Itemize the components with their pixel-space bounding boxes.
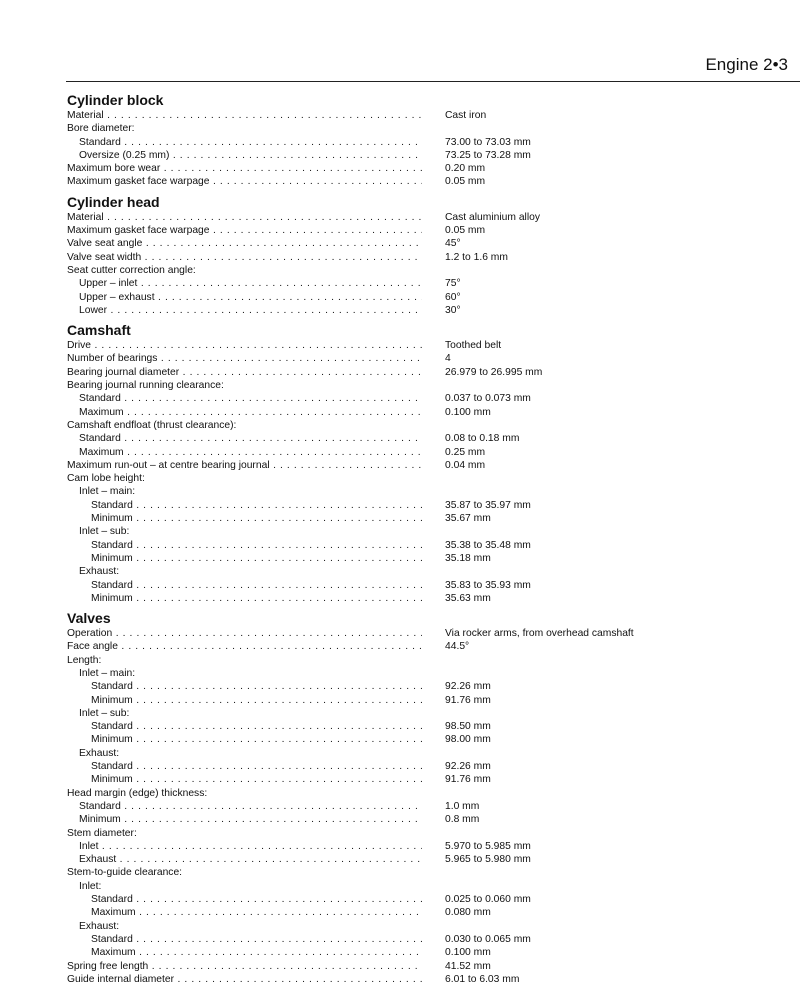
spec-value: 35.87 to 35.97 mm: [445, 499, 531, 511]
spec-label: Seat cutter correction angle:: [67, 264, 196, 276]
spec-row: [67, 291, 767, 304]
spec-label: Length:: [67, 654, 102, 666]
spec-value: 30°: [445, 304, 461, 316]
spec-value: 5.965 to 5.980 mm: [445, 854, 531, 866]
spec-row: [67, 162, 767, 175]
spec-value: 44.5°: [445, 641, 470, 653]
spec-label: Standard . . .: [67, 432, 422, 445]
spec-value: 98.50 mm: [445, 721, 491, 733]
spec-value: 0.8 mm: [445, 814, 480, 826]
spec-row: [67, 960, 767, 973]
spec-row: [67, 472, 767, 485]
spec-row: [67, 840, 767, 853]
section-title: Cylinder head: [67, 193, 160, 210]
spec-row: [67, 946, 767, 959]
spec-value: 73.00 to 73.03 mm: [445, 136, 531, 148]
spec-label: Minimum . . .: [67, 813, 422, 826]
spec-label: Spring free length . . .: [67, 960, 422, 973]
spec-row: [67, 933, 767, 946]
spec-value: 6.01 to 6.03 mm: [445, 973, 520, 985]
header-rule: [66, 81, 800, 82]
spec-label: Standard . . .: [67, 499, 422, 512]
spec-label: Maximum gasket face warpage . . .: [67, 224, 422, 237]
spec-row: [67, 920, 767, 933]
spec-row: [67, 392, 767, 405]
spec-row: [67, 304, 767, 317]
spec-label: Standard . . .: [67, 800, 422, 813]
spec-value: 0.100 mm: [445, 947, 491, 959]
spec-label: Drive . . .: [67, 339, 422, 352]
page-header-title: Engine 2•3: [705, 55, 788, 74]
spec-label: Material . . .: [67, 211, 422, 224]
spec-value: 0.05 mm: [445, 176, 486, 188]
spec-value: 0.080 mm: [445, 907, 491, 919]
spec-label: Operation . . .: [67, 627, 422, 640]
spec-row: [67, 149, 767, 162]
spec-row: [67, 264, 767, 277]
spec-row: [67, 122, 767, 135]
spec-label: Minimum . . .: [67, 694, 422, 707]
spec-value: 41.52 mm: [445, 960, 491, 972]
spec-value: Cast aluminium alloy: [445, 211, 540, 223]
spec-row: [67, 866, 767, 879]
spec-label: Lower . . .: [67, 304, 422, 317]
spec-row: [67, 733, 767, 746]
spec-row: [67, 525, 767, 538]
spec-label: Bore diameter:: [67, 123, 135, 135]
spec-label: Exhaust:: [79, 566, 120, 578]
spec-label: Head margin (edge) thickness:: [67, 787, 208, 799]
spec-row: [67, 592, 767, 605]
spec-value: 1.0 mm: [445, 800, 480, 812]
spec-value: 0.025 to 0.060 mm: [445, 894, 531, 906]
spec-label: Standard . . .: [67, 579, 422, 592]
spec-row: [67, 707, 767, 720]
spec-label: Standard . . .: [67, 720, 422, 733]
spec-value: 0.05 mm: [445, 225, 486, 237]
spec-value: 73.25 to 73.28 mm: [445, 149, 531, 161]
spec-row: [67, 827, 767, 840]
spec-label: Valve seat width . . .: [67, 251, 422, 264]
spec-label: Minimum . . .: [67, 733, 422, 746]
spec-row: [67, 175, 767, 188]
spec-label: Valve seat angle . . .: [67, 237, 422, 250]
spec-value: 0.100 mm: [445, 406, 491, 418]
spec-row: [67, 211, 767, 224]
spec-value: 75°: [445, 278, 461, 290]
spec-row: [67, 109, 767, 122]
spec-row: [67, 406, 767, 419]
spec-row: [67, 277, 767, 290]
spec-label: Exhaust:: [79, 747, 120, 759]
spec-row: [67, 136, 767, 149]
spec-value: 0.037 to 0.073 mm: [445, 393, 531, 405]
spec-row: [67, 539, 767, 552]
spec-row: [67, 973, 767, 986]
spec-label: Upper – exhaust . . .: [67, 291, 422, 304]
spec-value: Cast iron: [445, 110, 487, 121]
spec-value: 26.979 to 26.995 mm: [445, 366, 543, 378]
spec-row: [67, 880, 767, 893]
spec-value: Via rocker arms, from overhead camshaft: [445, 628, 634, 640]
spec-row: [67, 459, 767, 472]
spec-row: [67, 853, 767, 866]
spec-row: [67, 800, 767, 813]
spec-label: Camshaft endfloat (thrust clearance):: [67, 419, 237, 431]
spec-value: 91.76 mm: [445, 694, 491, 706]
spec-row: [67, 813, 767, 826]
spec-label: Number of bearings . . .: [67, 352, 422, 365]
spec-value: 98.00 mm: [445, 734, 491, 746]
spec-label: Guide internal diameter . . .: [67, 973, 422, 986]
spec-label: Standard . . .: [67, 893, 422, 906]
spec-row: [67, 747, 767, 760]
spec-value: 0.030 to 0.065 mm: [445, 933, 531, 945]
spec-row: [67, 773, 767, 786]
spec-row: [67, 339, 767, 352]
spec-label: Material . . .: [67, 109, 422, 122]
spec-label: Maximum . . .: [67, 446, 422, 459]
spec-label: Inlet:: [79, 880, 102, 892]
spec-label: Exhaust . . .: [67, 853, 422, 866]
spec-row: [67, 787, 767, 800]
spec-label: Inlet – sub:: [79, 707, 130, 719]
spec-row: [67, 446, 767, 459]
spec-row: [67, 760, 767, 773]
spec-label: Inlet . . .: [67, 840, 422, 853]
spec-label: Standard . . .: [67, 760, 422, 773]
spec-label: Cam lobe height:: [67, 473, 145, 485]
spec-label: Minimum . . .: [67, 773, 422, 786]
spec-row: [67, 893, 767, 906]
spec-row: [67, 667, 767, 680]
spec-value: 4: [445, 353, 451, 365]
spec-label: Standard . . .: [67, 680, 422, 693]
spec-row: [67, 237, 767, 250]
spec-value: 0.04 mm: [445, 459, 486, 471]
spec-value: 35.67 mm: [445, 513, 491, 525]
spec-label: Bearing journal running clearance:: [67, 380, 224, 392]
spec-row: [67, 512, 767, 525]
spec-row: [67, 906, 767, 919]
spec-value: Toothed belt: [445, 340, 502, 352]
spec-row: [67, 485, 767, 498]
section-title: Valves: [67, 610, 111, 627]
spec-label: Maximum . . .: [67, 906, 422, 919]
spec-label: Maximum gasket face warpage . . .: [67, 175, 422, 188]
spec-row: [67, 224, 767, 237]
section-title: Camshaft: [67, 322, 131, 339]
spec-label: Minimum . . .: [67, 552, 422, 565]
spec-value: 35.38 to 35.48 mm: [445, 539, 531, 551]
spec-label: Maximum . . .: [67, 406, 422, 419]
spec-row: [67, 352, 767, 365]
spec-value: 1.2 to 1.6 mm: [445, 251, 508, 263]
spec-value: 5.970 to 5.985 mm: [445, 840, 531, 852]
spec-row: [67, 694, 767, 707]
spec-label: Maximum bore wear . . .: [67, 162, 422, 175]
spec-value: 60°: [445, 291, 461, 303]
spec-label: Maximum run-out – at centre bearing journal . . .: [67, 459, 422, 472]
spec-row: [67, 251, 767, 264]
spec-row: [67, 579, 767, 592]
spec-value: 0.20 mm: [445, 163, 486, 175]
spec-label: Bearing journal diameter . . .: [67, 366, 422, 379]
spec-row: [67, 552, 767, 565]
spec-label: Exhaust:: [79, 920, 120, 932]
spec-value: 45°: [445, 238, 461, 250]
spec-row: [67, 565, 767, 578]
spec-content: [67, 92, 767, 986]
spec-row: [67, 640, 767, 653]
spec-label: Standard . . .: [67, 392, 422, 405]
spec-label: Inlet – main:: [79, 667, 136, 679]
spec-label: Standard . . .: [67, 933, 422, 946]
spec-value: 0.08 to 0.18 mm: [445, 433, 520, 445]
spec-row: [67, 419, 767, 432]
spec-value: 91.76 mm: [445, 774, 491, 786]
spec-label: Stem-to-guide clearance:: [67, 867, 183, 879]
spec-label: Inlet – sub:: [79, 526, 130, 538]
spec-value: 35.83 to 35.93 mm: [445, 579, 531, 591]
spec-row: [67, 627, 767, 640]
spec-label: Oversize (0.25 mm) . . .: [67, 149, 422, 162]
section-title: Cylinder block: [67, 92, 164, 108]
spec-value: 0.25 mm: [445, 446, 486, 458]
spec-label: Minimum . . .: [67, 512, 422, 525]
spec-value: 92.26 mm: [445, 681, 491, 693]
spec-label: Standard . . .: [67, 539, 422, 552]
spec-row: [67, 379, 767, 392]
spec-row: [67, 654, 767, 667]
spec-row: [67, 680, 767, 693]
spec-label: Face angle . . .: [67, 640, 422, 653]
spec-label: Standard . . .: [67, 136, 422, 149]
spec-label: Maximum . . .: [67, 946, 422, 959]
spec-row: [67, 499, 767, 512]
spec-label: Inlet – main:: [79, 486, 136, 498]
spec-value: 92.26 mm: [445, 761, 491, 773]
spec-value: 35.63 mm: [445, 592, 491, 604]
spec-label: Upper – inlet . . .: [67, 277, 422, 290]
spec-row: [67, 720, 767, 733]
spec-label: Minimum . . .: [67, 592, 422, 605]
spec-value: 35.18 mm: [445, 552, 491, 564]
spec-label: Stem diameter:: [67, 827, 137, 839]
spec-row: [67, 366, 767, 379]
spec-row: [67, 432, 767, 445]
